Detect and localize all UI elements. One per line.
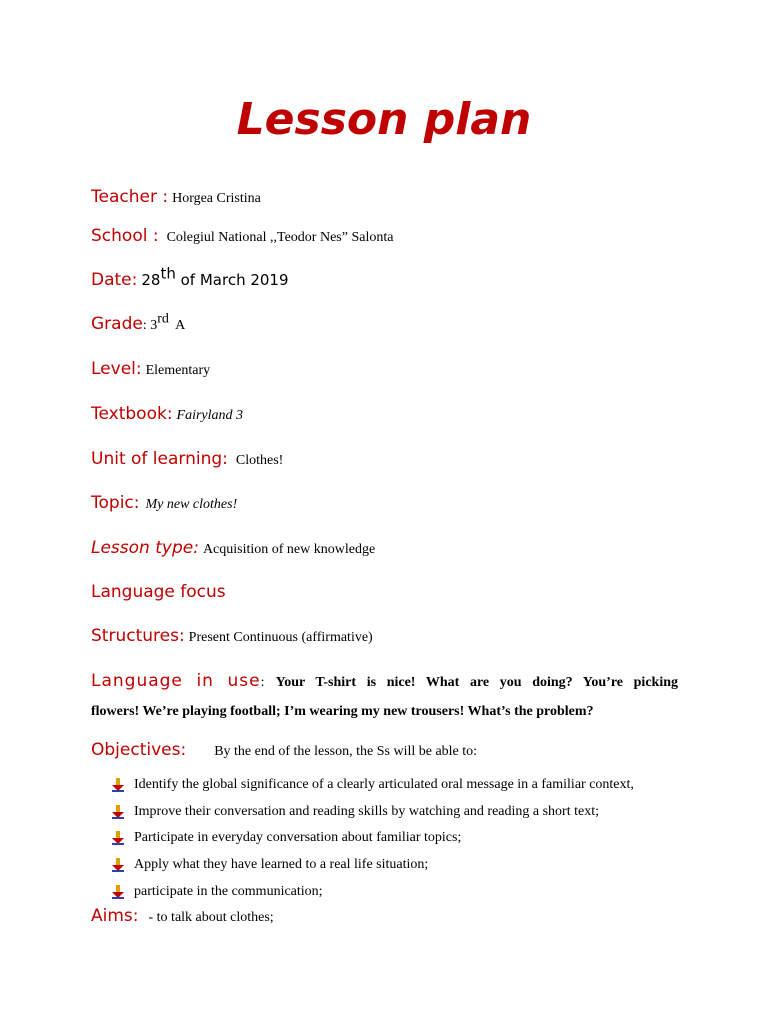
objective-text: Identify the global significance of a clearly articulated oral message in a familiar context, xyxy=(134,777,634,793)
objective-text: Participate in everyday conversation about familiar topics; xyxy=(134,830,462,846)
list-item xyxy=(112,852,634,879)
language-in-use-line2 xyxy=(91,702,678,720)
topic-row xyxy=(91,493,678,513)
arrow-bullet-icon xyxy=(112,831,124,845)
teacher-value: Horgea Cristina xyxy=(172,191,261,206)
language-in-use-separator: : xyxy=(260,675,265,690)
language-focus-row xyxy=(91,582,678,602)
topic-value: My new clothes! xyxy=(145,497,238,512)
date-label: Date: xyxy=(91,270,138,290)
date-day: 28 xyxy=(141,271,161,289)
structures-row xyxy=(91,626,678,646)
teacher-row xyxy=(91,187,678,207)
arrow-bullet-icon xyxy=(112,778,124,792)
grade-row xyxy=(91,311,678,334)
arrow-bullet-icon xyxy=(112,885,124,899)
language-in-use-label: Language in use xyxy=(91,671,261,691)
unit-label: Unit of learning: xyxy=(91,449,228,469)
level-row xyxy=(91,359,678,379)
arrow-bullet-icon xyxy=(112,858,124,872)
arrow-bullet-icon xyxy=(112,805,124,819)
textbook-value: Fairyland 3 xyxy=(176,408,244,423)
textbook-label: Textbook: xyxy=(91,404,173,424)
unit-row xyxy=(91,449,678,469)
lesson-type-label: Lesson type: xyxy=(91,538,199,558)
aims-row xyxy=(91,906,678,926)
objective-text: Apply what they have learned to a real life situation; xyxy=(134,857,429,873)
lesson-type-value: Acquisition of new knowledge xyxy=(202,542,376,557)
objectives-row xyxy=(91,740,678,760)
list-item xyxy=(112,799,634,826)
page-title: Lesson plan xyxy=(236,94,532,145)
school-row xyxy=(91,226,678,246)
list-item xyxy=(112,825,634,852)
textbook-row xyxy=(91,404,678,424)
grade-separator: : xyxy=(142,318,151,333)
language-in-use-line1 xyxy=(91,671,678,691)
school-value: Colegiul National ,,Teodor Nes” Salonta xyxy=(166,230,394,245)
aims-value: - to talk about clothes; xyxy=(148,910,274,925)
date-suffix: th xyxy=(160,264,176,283)
language-in-use-text-1: Your T-shirt is nice! What are you doing? You’re picking xyxy=(275,675,678,690)
list-item xyxy=(112,878,634,905)
level-value: Elementary xyxy=(145,363,211,378)
topic-label: Topic: xyxy=(91,493,140,513)
objectives-intro: By the end of the lesson, the Ss will be able to: xyxy=(214,744,478,759)
grade-rest: A xyxy=(168,318,186,333)
teacher-label: Teacher : xyxy=(91,187,169,207)
objectives-label: Objectives: xyxy=(91,740,187,760)
grade-number: 3 xyxy=(150,318,158,333)
date-rest: of March 2019 xyxy=(175,271,289,289)
unit-value: Clothes! xyxy=(235,453,284,468)
aims-label: Aims: xyxy=(91,906,139,926)
grade-suffix: rd xyxy=(157,311,169,327)
date-row xyxy=(91,264,678,290)
lesson-type-row xyxy=(91,538,678,558)
level-label: Level: xyxy=(91,359,142,379)
objective-text: participate in the communication; xyxy=(134,883,323,899)
objective-text: Improve their conversation and reading skills by watching and reading a short text; xyxy=(134,803,599,819)
objectives-list xyxy=(112,772,634,905)
structures-value: Present Continuous (affirmative) xyxy=(188,630,373,645)
structures-label: Structures: xyxy=(91,626,185,646)
list-item xyxy=(112,772,634,799)
grade-label: Grade xyxy=(91,314,143,334)
language-focus-label: Language focus xyxy=(91,582,226,602)
school-label: School : xyxy=(91,226,159,246)
language-in-use-text-2: flowers! We’re playing football; I’m wearing my new trousers! What’s the problem? xyxy=(91,704,594,719)
